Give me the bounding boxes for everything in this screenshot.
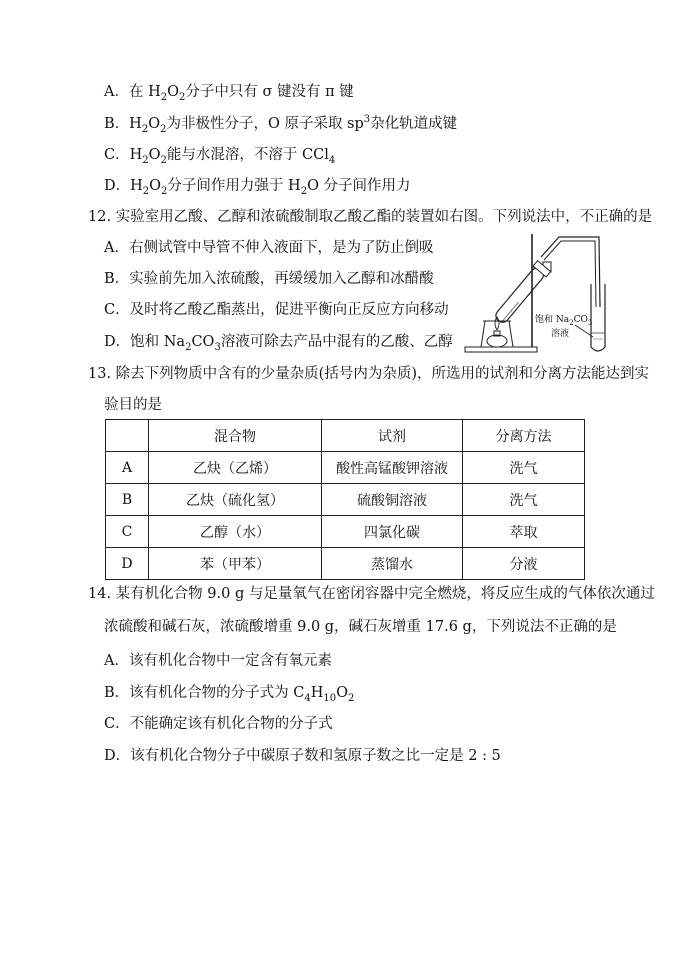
ester-apparatus-figure [463,229,623,359]
table-cell: 乙炔（乙烯） [149,452,322,484]
table-cell: 蒸馏水 [322,548,463,580]
q12-option-d: D．饱和 $Na_2CO_3$溶液可除去产品中混有的乙酸、乙醇 [104,334,453,353]
table-header-cell: 混合物 [149,420,322,452]
table-header-cell: 试剂 [322,420,463,452]
q14-stem-line1: 14. 某有机化合物 9.0 g 与足量氧气在密闭容器中完全燃烧，将反应生成的气体依次通过 [88,586,655,602]
q13-options-table [105,419,585,580]
q11-option-a: A．在 $H_2O_2$分子中只有 σ 键没有 π 键 [104,84,354,103]
table-cell: 苯（甲苯） [149,548,322,580]
table-cell: B [106,484,149,516]
table-cell: 硫酸铜溶液 [322,484,463,516]
table-cell: 四氯化碳 [322,516,463,548]
table-cell: D [106,548,149,580]
q12-option-c: C．及时将乙酸乙酯蒸出，促进平衡向正反应方向移动 [104,302,449,318]
q14-stem-line2: 浓硫酸和碱石灰，浓硫酸增重 9.0 g，碱石灰增重 17.6 g，下列说法不正确的是 [104,619,617,635]
q13-stem-line2: 验目的是 [104,397,162,413]
table-cell: C [106,516,149,548]
table-cell: 酸性高锰酸钾溶液 [322,452,463,484]
q11-option-d: D．$H_2O_2$分子间作用力强于 $H_2O$ 分子间作用力 [104,178,411,197]
table-header-row [106,420,585,452]
apparatus-drawing [463,229,623,359]
table-row [106,452,585,484]
q12-stem: 12. 实验室用乙酸、乙醇和浓硫酸制取乙酸乙酯的装置如右图。下列说法中，不正确的是 [88,209,653,225]
q14-option-b: B．该有机化合物的分子式为 $C_4H_{10}O_2$ [104,685,355,704]
q12-option-b: B．实验前先加入浓硫酸，再缓缓加入乙醇和冰醋酸 [104,271,434,287]
q14-option-a: A．该有机化合物中一定含有氧元素 [104,653,332,669]
q13-stem-line1: 13. 除去下列物质中含有的少量杂质(括号内为杂质)，所选用的试剂和分离方法能达到实 [88,366,649,382]
table-row [106,548,585,580]
table-cell: 分液 [463,548,585,580]
table-cell: A [106,452,149,484]
table-row [106,484,585,516]
apparatus-label-solution: 饱和 $Na_2CO_3$ [535,315,593,327]
table-cell: 乙炔（硫化氢） [149,484,322,516]
q11-option-c: C．$H_2O_2$能与水混溶，不溶于 CCl$_4$ [104,147,336,166]
q11-option-b: B．$H_2O_2$为非极性分子，O 原子采取 $sp^3$杂化轨道成键 [104,114,458,135]
table-cell: 洗气 [463,484,585,516]
table-cell: 萃取 [463,516,585,548]
q14-option-d: D．该有机化合物分子中碳原子数和氢原子数之比一定是 2 : 5 [104,748,501,764]
table-row [106,516,585,548]
apparatus-label-solution-2: 溶液 [551,329,570,339]
q14-option-c: C．不能确定该有机化合物的分子式 [104,716,333,732]
table-cell: 乙醇（水） [149,516,322,548]
q12-option-a: A．右侧试管中导管不伸入液面下，是为了防止倒吸 [104,240,434,256]
table-cell: 洗气 [463,452,585,484]
table-header-cell [106,420,149,452]
table-header-cell: 分离方法 [463,420,585,452]
